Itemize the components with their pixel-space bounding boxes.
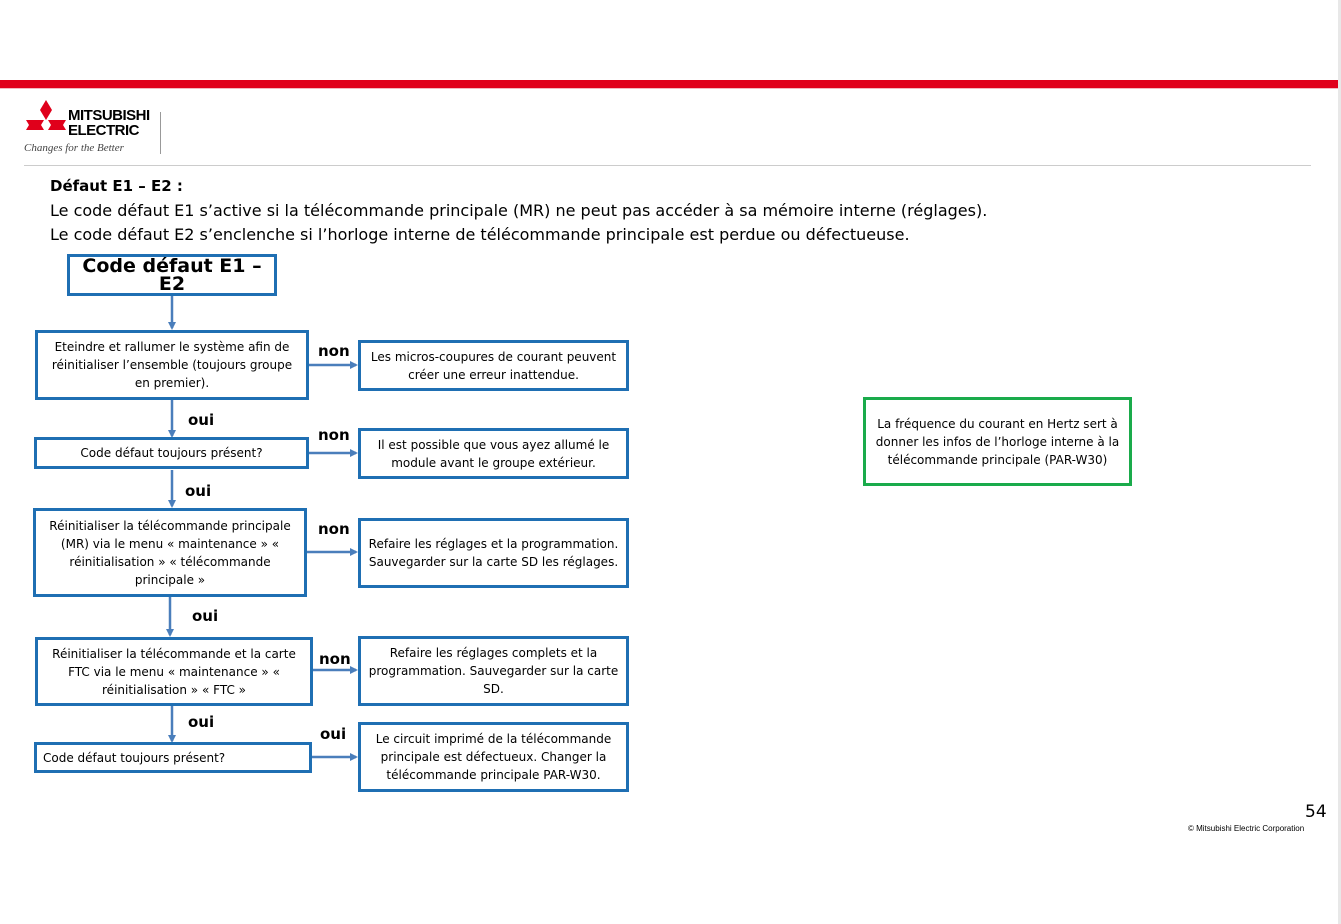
note-box: La fréquence du courant en Hertz sert à donner les infos de l’horloge interne à la télécommande principale (PAR-W30) [863,397,1132,486]
side-label-5: oui [320,725,347,743]
side-label-4: non [319,650,351,668]
flow-outcome-3: Refaire les réglages et la programmation. Sauvegarder sur la carte SD les réglages. [358,518,629,588]
intro-title: Défaut E1 – E2 : [50,177,183,195]
flow-outcome-4: Refaire les réglages complets et la programmation. Sauvegarder sur la carte SD. [358,636,629,706]
page-number: 54 [1305,802,1327,822]
flow-title-box: Code défaut E1 – E2 [67,254,277,296]
side-label-1: non [318,342,350,360]
intro-line-1: Le code défaut E1 s’active si la télécommande principale (MR) ne peut pas accéder à sa mémoire interne (réglages). [50,201,988,220]
brand-name-line1: MITSUBISHI [68,107,150,124]
intro-line-2: Le code défaut E2 s’enclenche si l’horloge interne de télécommande principale est perdue ou défectueuse. [50,225,910,244]
flow-step-5: Code défaut toujours présent? [34,742,312,773]
flow-step-2: Code défaut toujours présent? [34,437,309,469]
flow-outcome-5: Le circuit imprimé de la télécommande principale est défectueux. Changer la télécommande principale PAR-W30. [358,722,629,792]
flow-step-3: Réinitialiser la télécommande principale (MR) via le menu « maintenance » « réinitialisation » « télécommande principale » [33,508,307,597]
side-label-3: non [318,520,350,538]
down-label-4: oui [188,713,215,731]
flow-step-4: Réinitialiser la télécommande et la carte FTC via le menu « maintenance » « réinitialisation » « FTC » [35,637,313,706]
down-label-1: oui [188,411,215,429]
brand-tagline: Changes for the Better [24,142,124,154]
flow-outcome-2: Il est possible que vous ayez allumé le module avant le groupe extérieur. [358,428,629,479]
flow-outcome-1: Les micros-coupures de courant peuvent créer une erreur inattendue. [358,340,629,391]
brand-name-line2: ELECTRIC [68,122,139,139]
flow-step-1: Eteindre et rallumer le système afin de réinitialiser l’ensemble (toujours groupe en premier). [35,330,309,400]
down-label-3: oui [192,607,219,625]
side-label-2: non [318,426,350,444]
down-label-2: oui [185,482,212,500]
copyright: © Mitsubishi Electric Corporation [1188,824,1305,833]
